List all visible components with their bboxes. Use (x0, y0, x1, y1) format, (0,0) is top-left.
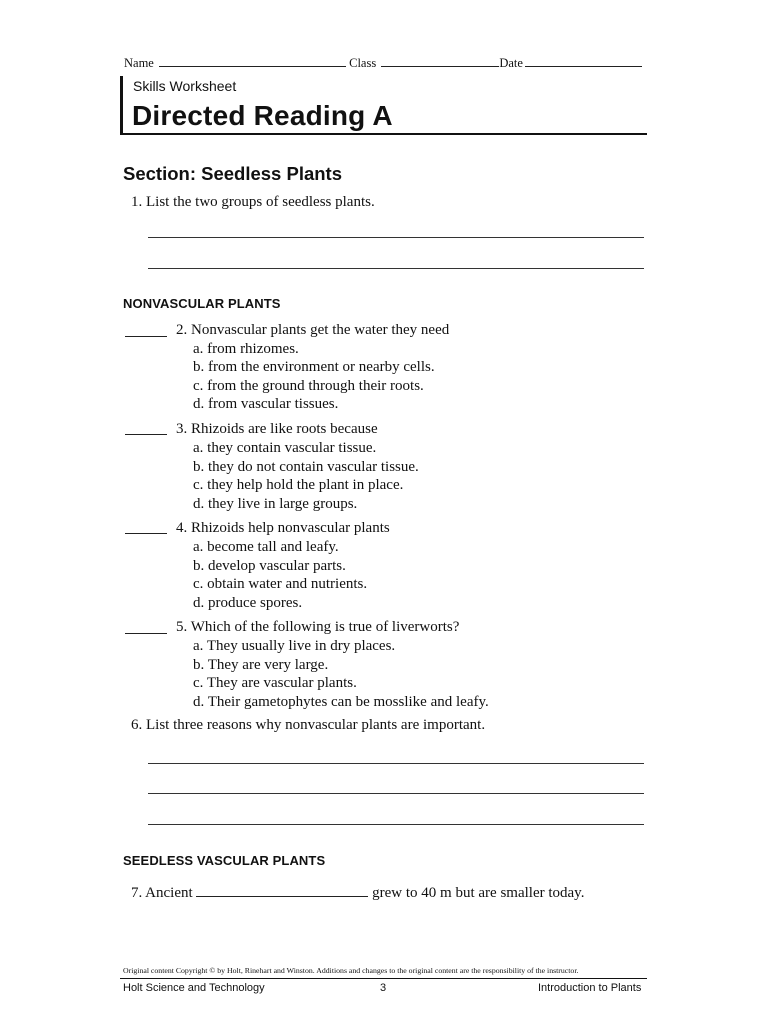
question-7 (131, 883, 584, 903)
copyright-notice: Original content Copyright © by Holt, Rinehart and Winston. Additions and changes to the original content are the responsibility of the instructor. (123, 966, 579, 975)
answer-line[interactable] (148, 793, 644, 794)
worksheet-type: Skills Worksheet (133, 78, 237, 94)
option: c. They are vascular plants. (193, 675, 357, 691)
class-field[interactable] (381, 54, 499, 67)
option: c. they help hold the plant in place. (193, 477, 404, 493)
date-label: Date (499, 56, 523, 70)
option: d. from vascular tissues. (193, 396, 339, 412)
question-2: 2. Nonvascular plants get the water they need (176, 322, 450, 338)
option: d. Their gametophytes can be mosslike and leafy. (193, 694, 489, 710)
footer-right: Introduction to Plants (538, 982, 642, 994)
name-field[interactable] (159, 54, 346, 67)
name-label: Name (124, 56, 154, 70)
footer-rule (120, 978, 647, 979)
section-title: Section: Seedless Plants (123, 163, 343, 184)
option: b. they do not contain vascular tissue. (193, 459, 419, 475)
option: b. from the environment or nearby cells. (193, 359, 435, 375)
option: c. obtain water and nutrients. (193, 576, 368, 592)
answer-line[interactable] (148, 237, 644, 238)
option: c. from the ground through their roots. (193, 378, 424, 394)
option: a. they contain vascular tissue. (193, 440, 377, 456)
option: d. produce spores. (193, 595, 303, 611)
answer-line[interactable] (148, 763, 644, 764)
option: b. develop vascular parts. (193, 558, 346, 574)
fill-in-blank[interactable] (196, 883, 368, 897)
option: a. from rhizomes. (193, 341, 299, 357)
date-field[interactable] (525, 54, 642, 67)
answer-line[interactable] (148, 268, 644, 269)
footer-left: Holt Science and Technology (123, 982, 265, 994)
option: a. become tall and leafy. (193, 539, 339, 555)
class-label: Class (349, 56, 377, 70)
question-5: 5. Which of the following is true of liverworts? (176, 619, 460, 635)
subheading-seedless-vascular: SEEDLESS VASCULAR PLANTS (123, 853, 326, 868)
question-4: 4. Rhizoids help nonvascular plants (176, 520, 390, 536)
question-1: 1. List the two groups of seedless plants. (131, 194, 375, 210)
header-fields (124, 54, 642, 71)
answer-line[interactable] (148, 824, 644, 825)
title-rule (120, 133, 647, 135)
option: b. They are very large. (193, 657, 329, 673)
option: d. they live in large groups. (193, 496, 358, 512)
option: a. They usually live in dry places. (193, 638, 396, 654)
question-7-end: grew to 40 m but are smaller today. (372, 885, 585, 901)
question-6: 6. List three reasons why nonvascular plants are important. (131, 717, 486, 733)
title-bar (120, 76, 123, 134)
page-title: Directed Reading A (132, 100, 393, 131)
question-3: 3. Rhizoids are like roots because (176, 421, 378, 437)
subheading-nonvascular: NONVASCULAR PLANTS (123, 296, 281, 311)
page-number: 3 (380, 982, 387, 994)
question-7-start: 7. Ancient (131, 885, 193, 901)
